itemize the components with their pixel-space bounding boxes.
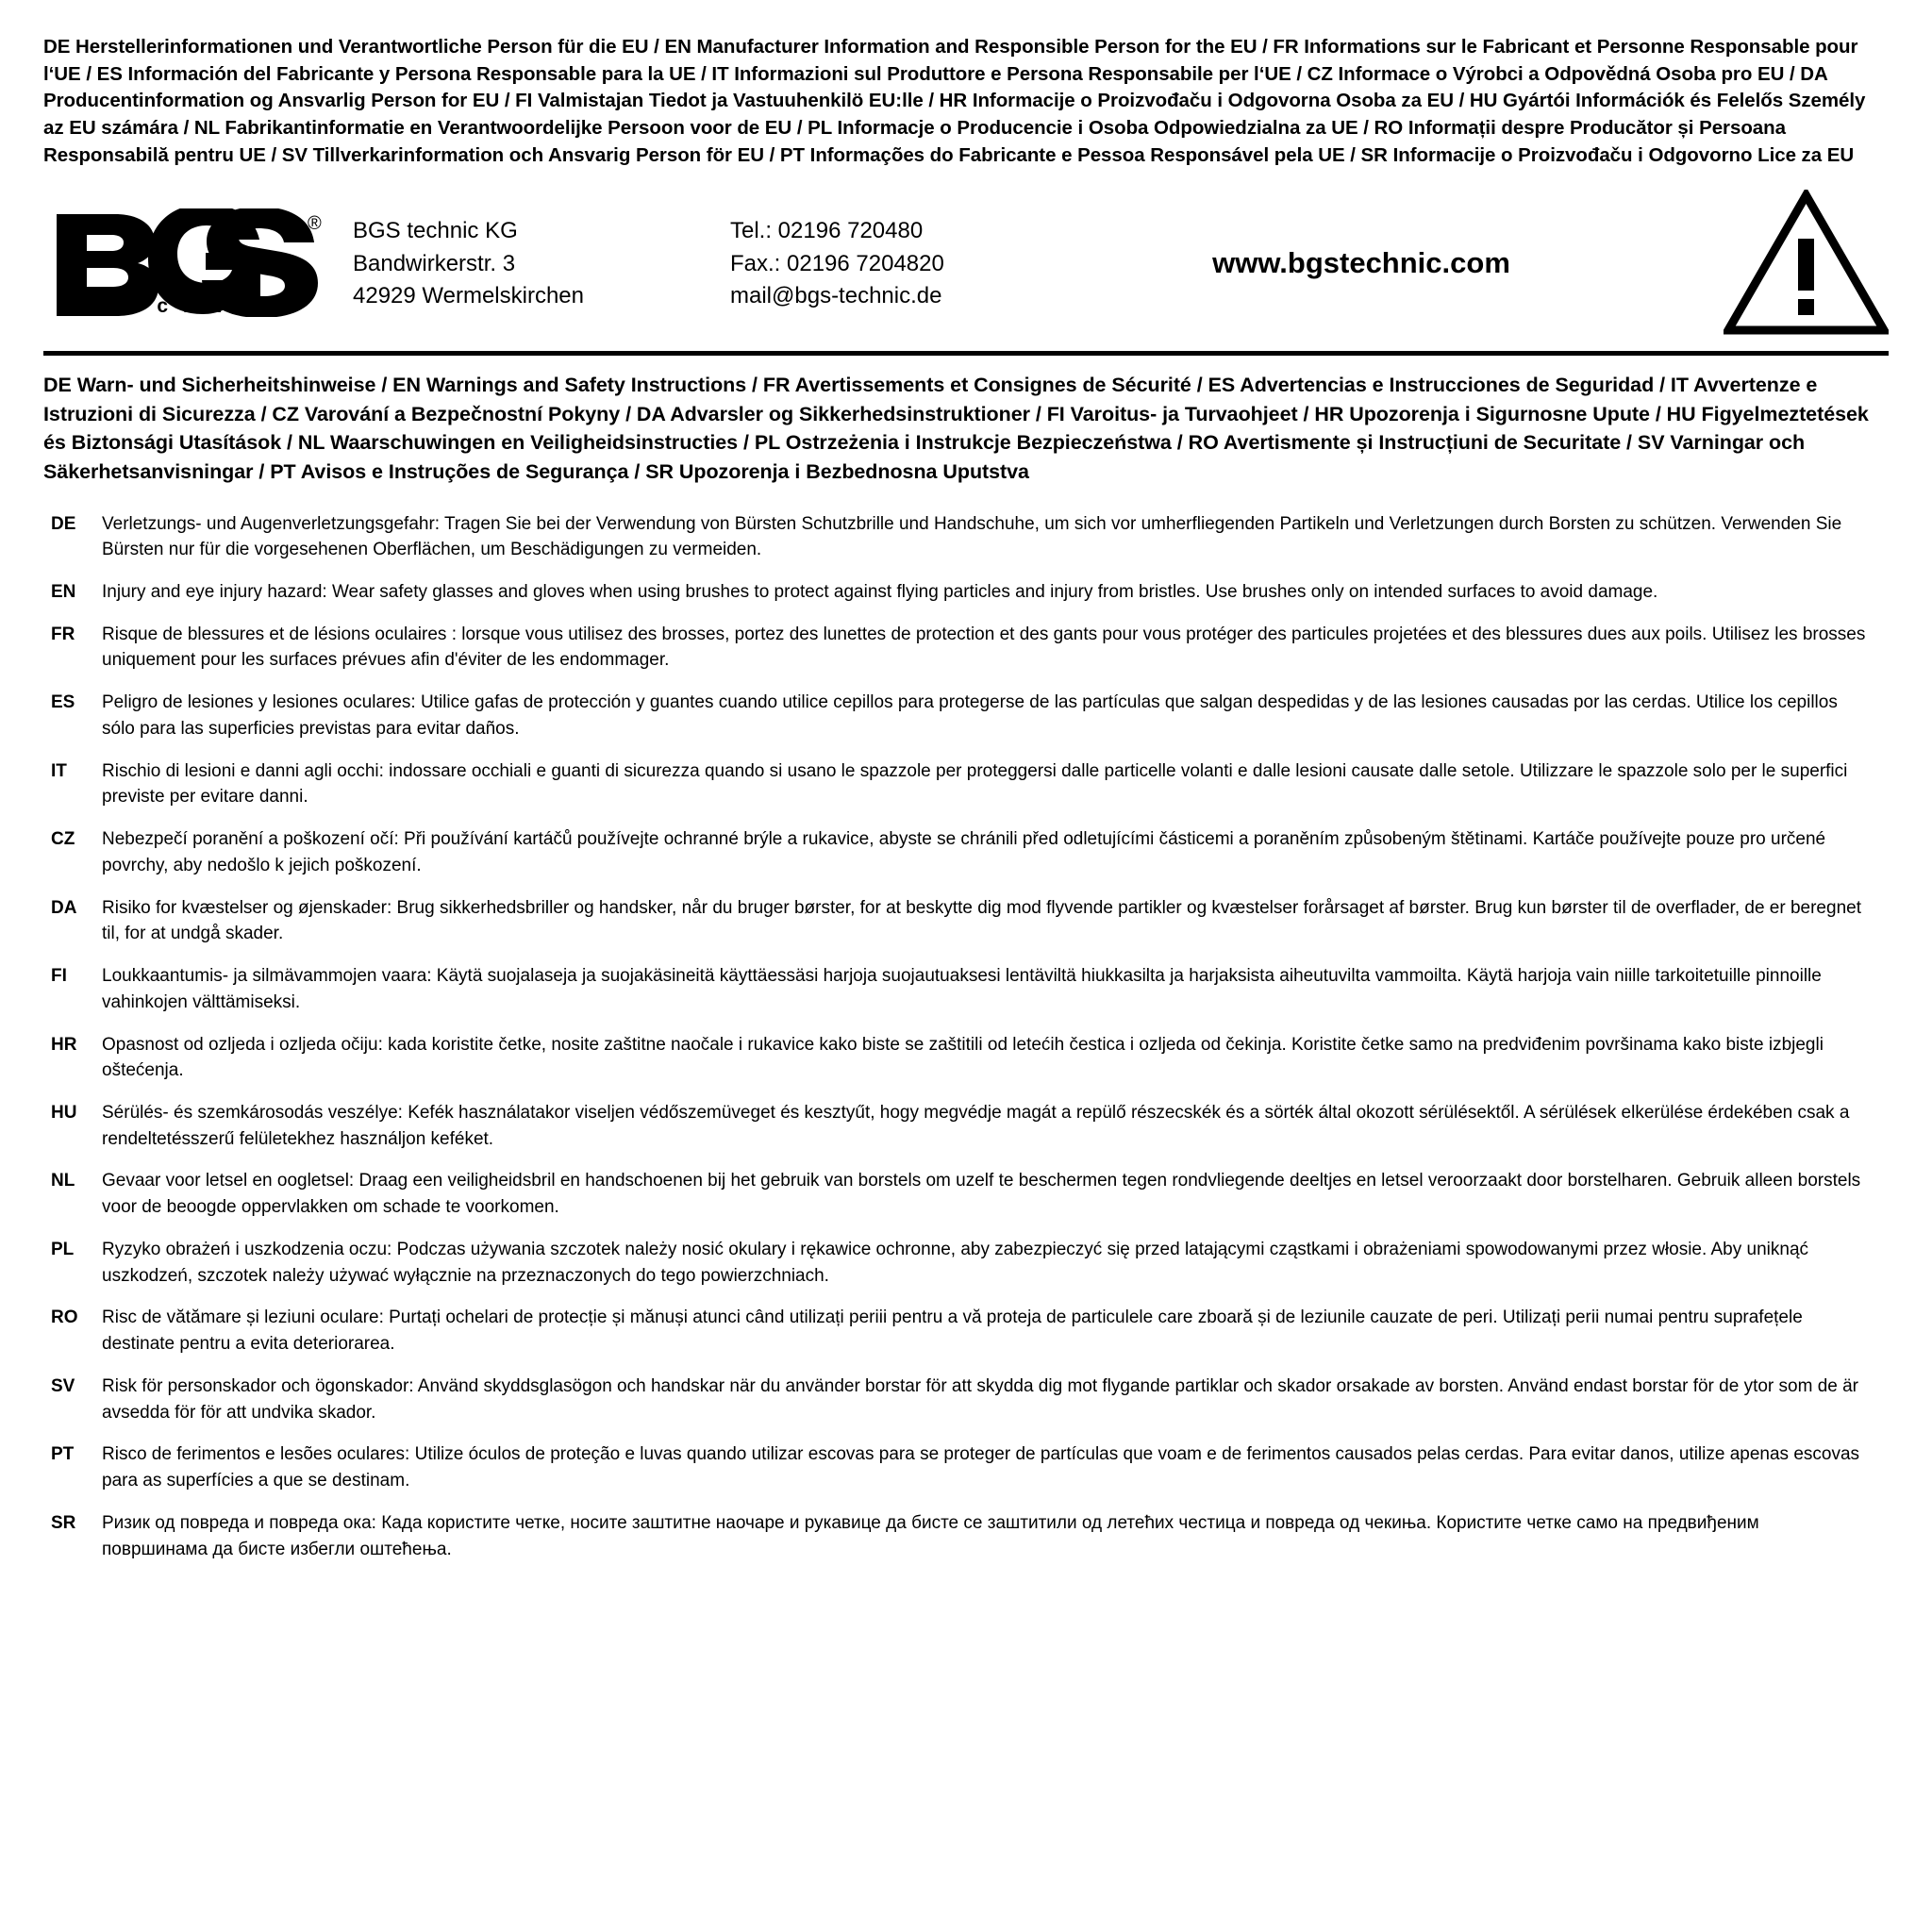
list-item <box>43 579 1889 606</box>
list-item <box>43 1237 1889 1289</box>
instruction-text: Risque de blessures et de lésions oculaires : lorsque vous utilisez des brosses, portez des lunettes de protection et des gants pour vous protéger des particules projetées et des blessures dues aux poils. Utilisez les brosses uniquement pour les surfaces prévues afin d'éviter de les endommager. <box>102 624 1866 671</box>
list-item <box>43 511 1889 563</box>
company-contact <box>730 213 1041 313</box>
safety-instructions-heading: DE Warn- und Sicherheitshinweise / EN Warnings and Safety Instructions / FR Avertissements et Consignes de Sécurité / ES Advertencias e Instrucciones de Seguridad / IT Avvertenze e Istruzioni di Sicurezza / CZ Varování a Bezpečnostní Pokyny / DA Advarsler og Sikkerhedsinstruktioner / FI Varoitus- ja Turvaohjeet / HR Upozorenja i Sigurnosne Upute / HU Figyelmeztetések és Biztonsági Utasítások / NL Waarschuwingen en Veiligheidsinstructies / PL Ostrzeżenia i Instrukcje Bezpieczeństwa / RO Avertismente și Instrucțiuni de Securitate / SV Varningar och Säkerhetsanvisningar / PT Avisos e Instruções de Segurança / SR Upozorenja i Bezbednosna Uputstva <box>43 374 1869 483</box>
warning-triangle-icon <box>1709 190 1889 336</box>
instruction-text: Loukkaantumis- ja silmävammojen vaara: Käytä suojalaseja ja suojakäsineitä käyttäessäsi harjoja suojautuaksesi lentäviltä hiukkasilta ja harjaksista aiheutuvilta vammoilta. Käytä harjoja vain niille tarkoitetuille pinnoille vahinkojen välttämiseksi. <box>102 966 1822 1012</box>
company-name: BGS technic KG <box>353 217 518 243</box>
language-code: IT <box>51 760 67 781</box>
instruction-text: Ryzyko obrażeń i uszkodzenia oczu: Podczas używania szczotek należy nosić okulary i rękawice ochronne, aby zabezpieczyć się przed latającymi cząstkami i obrażeniami spowodowanymi przez włosie. Aby uniknąć uszkodzeń, szczotek należy używać wyłącznie na przeznaczonych do tego powierzchniach. <box>102 1239 1809 1286</box>
language-code: DE <box>51 513 76 534</box>
company-street: Bandwirkerstr. 3 <box>353 250 516 276</box>
svg-text:t e c h n i c: t e c h n i c <box>109 295 274 318</box>
list-item <box>43 1305 1889 1357</box>
language-code: PT <box>51 1444 75 1465</box>
instruction-text: Ризик од повреда и повреда ока: Када користите четке, носите заштитне наочаре и рукавице да бисте се заштитили од летећих честица и повреда од чекиња. Користите четке само на предвиђеним површинама да бисте избегли оштећења. <box>102 1512 1759 1559</box>
language-code: SR <box>51 1512 76 1533</box>
language-code: FR <box>51 624 75 644</box>
safety-instruction-list <box>43 511 1889 1563</box>
bgs-logo <box>43 208 353 317</box>
list-item <box>43 1032 1889 1084</box>
list-item <box>43 895 1889 947</box>
instruction-text: Risc de vătămare și leziuni oculare: Purtați ochelari de protecție și mănuși atunci când utilizați periii pentru a vă proteja de particulele care zboară și de leziunile cauzate de peri. Utilizați perii numai pentru suprafețele destinate pentru a evita deteriorarea. <box>102 1307 1803 1355</box>
language-code: DA <box>51 897 77 918</box>
list-item <box>43 758 1889 810</box>
instruction-text: Risco de ferimentos e lesões oculares: Utilize óculos de proteção e luvas quando utilizar escovas para se proteger de partículas que voam e de ferimentos causados pelas cerdas. Para evitar danos, utilize apenas escovas para as superfícies a que se destinam. <box>102 1444 1860 1491</box>
instruction-text: Injury and eye injury hazard: Wear safety glasses and gloves when using brushes to protect against flying particles and injury from bristles. Use brushes only on intended surfaces to avoid damage. <box>102 581 1658 602</box>
instruction-text: Rischio di lesioni e danni agli occhi: indossare occhiali e guanti di sicurezza quando si usano le spazzole per proteggersi dalle particelle volanti e dalle lesioni causate dalle setole. Utilizzare le spazzole solo per le superfici previste per evitare danni. <box>102 760 1848 808</box>
list-item <box>43 1510 1889 1562</box>
instruction-text: Gevaar voor letsel en oogletsel: Draag een veiligheidsbril en handschoenen bij het gebruik van borstels om uzelf te beschermen tegen rondvliegende deeltjes en letsel veroorzaakt door borstelharen. Gebruik alleen borstels voor de beoogde oppervlakken om schade te voorkomen. <box>102 1171 1861 1218</box>
language-code: RO <box>51 1307 78 1328</box>
language-code: ES <box>51 692 75 713</box>
svg-text:®: ® <box>308 213 322 235</box>
list-item <box>43 1100 1889 1152</box>
language-code: SV <box>51 1375 75 1396</box>
language-code: PL <box>51 1239 75 1259</box>
language-code: HR <box>51 1034 77 1055</box>
company-website: www.bgstechnic.com <box>1212 245 1510 279</box>
list-item <box>43 1168 1889 1220</box>
company-tel: Tel.: 02196 720480 <box>730 217 924 243</box>
list-item <box>43 826 1889 878</box>
instruction-text: Risiko for kvæstelser og øjenskader: Brug sikkerhedsbriller og handsker, når du bruger børster, for at beskytte dig mod flyvende partikler og kvæstelser forårsaget af børster. Brug kun børster til de overflader, de er beregnet til, for at undgå skader. <box>102 897 1861 944</box>
instruction-text: Nebezpečí poranění a poškození očí: Při používání kartáčů používejte ochranné brýle a rukavice, abyste se chránili před odletujícími částicemi a poraněním způsobeným štětinami. Kartáče používejte pouze pro určené povrchy, aby nedošlo k jejich poškození. <box>102 829 1826 875</box>
language-code: EN <box>51 581 76 602</box>
manufacturer-info-heading: DE Herstellerinformationen und Verantwortliche Person für die EU / EN Manufacturer Information and Responsible Person for the EU / FR Informations sur le Fabricant et Personne Responsable pour l‘UE / ES Información del Fabricante y Persona Responsable para la UE / IT Informazioni sul Produttore e Persona Responsabile per l‘UE / CZ Informace o Výrobci a Odpovědná Osoba pro EU / DA Producentinformation og Ansvarlig Person for EU / FI Valmistajan Tiedot ja Vastuuhenkilö EU:lle / HR Informacije o Proizvođaču i Odgovorna Osoba za EU / HU Gyártói Információk és Felelős Személy az EU számára / NL Fabrikantinformatie en Verantwoordelijke Persoon voor de EU / PL Informacje o Producencie i Osoba Odpowiedzialna za UE / RO Informații despre Producător și Persoana Responsabilă pentru UE / SV Tillverkarinformation och Ansvarig Person för EU / PT Informações do Fabricante e Pessoa Responsável pela UE / SR Informacije o Proizvođaču i Odgovorno Lice za EU <box>43 36 1866 166</box>
list-item <box>43 963 1889 1015</box>
company-fax: Fax.: 02196 7204820 <box>730 250 944 276</box>
list-item <box>43 1441 1889 1493</box>
list-item <box>43 622 1889 674</box>
company-contact-block <box>43 182 1889 356</box>
language-code: HU <box>51 1102 77 1123</box>
list-item <box>43 1374 1889 1425</box>
language-code: FI <box>51 966 67 987</box>
language-code: NL <box>51 1171 75 1191</box>
instruction-text: Sérülés- és szemkárosodás veszélye: Kefék használatakor viseljen védőszemüveget és kesztyűt, hogy megvédje magát a repülő részecskék és a sörték által okozott sérülésektől. A sérülések elkerülése érdekében csak a rendeltetésszerű felületekhez használjon keféket. <box>102 1102 1850 1149</box>
company-address <box>353 213 730 313</box>
instruction-text: Verletzungs- und Augenverletzungsgefahr: Tragen Sie bei der Verwendung von Bürsten Schutzbrille und Handschuhe, um sich vor umherfliegenden Partikeln und Verletzungen durch Borsten zu schützen. Verwenden Sie Bürsten nur für die vorgesehenen Oberflächen, um Beschädigungen zu vermeiden. <box>102 513 1842 560</box>
instruction-text: Risk för personskador och ögonskador: Använd skyddsglasögon och handskar när du använder borstar för att skydda dig mot flygande partiklar och skador orsakade av borsten. Använd endast borstar för de ytor som de är avsedda för för att undvika skador. <box>102 1375 1858 1423</box>
list-item <box>43 690 1889 741</box>
language-code: CZ <box>51 829 75 850</box>
company-city: 42929 Wermelskirchen <box>353 283 585 309</box>
company-email: mail@bgs-technic.de <box>730 283 942 309</box>
instruction-text: Peligro de lesiones y lesiones oculares: Utilice gafas de protección y guantes cuando utilice cepillos para protegerse de las partículas que salgan despedidas y de las lesiones causadas por las cerdas. Utilice los cepillos sólo para las superficies previstas para evitar daños. <box>102 692 1838 739</box>
instruction-text: Opasnost od ozljeda i ozljeda očiju: kada koristite četke, nosite zaštitne naočale i rukavice kako biste se zaštitili od letećih čestica i ozljeda od čekinja. Koristite četke samo na predviđenim površinama kako biste izbjegli oštećenja. <box>102 1034 1824 1081</box>
